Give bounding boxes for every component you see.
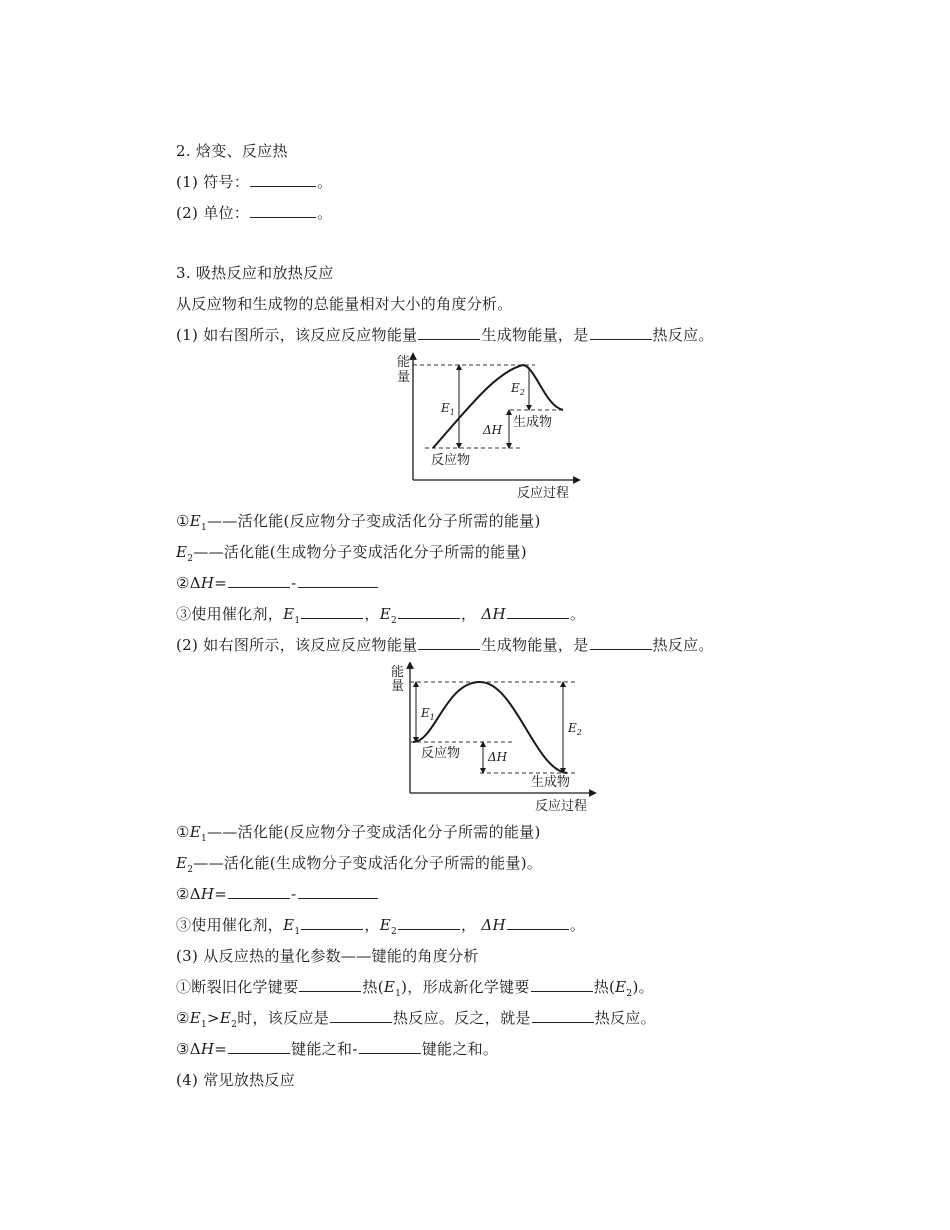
blank bbox=[298, 884, 378, 899]
x-label-process: 反应过程 bbox=[535, 799, 588, 814]
y-label-energy-2: 量 bbox=[397, 370, 411, 385]
e1-def-2: $①E_1——$活化能(反应物分子变成活化分子所需的能量) bbox=[176, 823, 541, 844]
y-label-energy-1: 能 bbox=[397, 355, 411, 370]
blank bbox=[398, 604, 460, 619]
blank bbox=[228, 573, 290, 588]
section-2-title: 2. 焓变、反应热 bbox=[176, 142, 288, 160]
blank bbox=[590, 325, 652, 340]
unit-blank bbox=[250, 203, 316, 218]
e2-def-1: $E_2——$活化能(生成物分子变成活化分子所需的能量) bbox=[176, 543, 527, 564]
question-1: (1) 如右图所示，该反应反应物能量 生成物能量，是 热反应。 bbox=[176, 326, 714, 344]
blank bbox=[418, 325, 480, 340]
blank bbox=[418, 635, 480, 650]
blank bbox=[301, 604, 363, 619]
symbol-blank bbox=[250, 172, 316, 187]
catalyst-line-2: ③使用催化剂，$E_1$ ，$E_2$ ， ΔH 。 bbox=[176, 916, 586, 937]
dh-label: ΔH bbox=[488, 750, 508, 764]
y-label-energy-2: 量 bbox=[391, 679, 405, 694]
blank bbox=[507, 604, 569, 619]
dh-label: ΔH bbox=[483, 423, 503, 437]
e1-def-1: $①E_1——$活化能(反应物分子变成活化分子所需的能量) bbox=[176, 512, 541, 533]
blank bbox=[590, 635, 652, 650]
product-label: 生成物 bbox=[531, 775, 571, 790]
blank bbox=[359, 1039, 421, 1054]
e2-label: $E_2$ bbox=[511, 381, 525, 397]
blank bbox=[531, 977, 593, 992]
blank bbox=[299, 977, 361, 992]
dh-formula-2: ②ΔH= - bbox=[176, 884, 379, 904]
section-3-title: 3. 吸热反应和放热反应 bbox=[176, 264, 334, 282]
symbol-line: (1) 符号： 。 bbox=[176, 173, 333, 191]
energy-diagram-endothermic bbox=[395, 352, 590, 502]
section-3-intro: 从反应物和生成物的总能量相对大小的角度分析。 bbox=[176, 295, 513, 313]
unit-line: (2) 单位： 。 bbox=[176, 204, 333, 222]
compare-line: $②E_1>E_2$时，该反应是 热反应。反之，就是 热反应。 bbox=[176, 1009, 656, 1030]
dh-bond-energy-line: ③ΔH= 键能之和- 键能之和。 bbox=[176, 1040, 499, 1058]
blank bbox=[228, 884, 290, 899]
reactant-label: 反应物 bbox=[431, 453, 471, 468]
y-label-energy-1: 能 bbox=[391, 665, 405, 680]
energy-diagram-exothermic bbox=[385, 662, 600, 817]
blank bbox=[228, 1039, 290, 1054]
e2-label: $E_2$ bbox=[568, 721, 582, 737]
e1-label: $E_1$ bbox=[421, 706, 435, 722]
product-label: 生成物 bbox=[513, 415, 553, 430]
question-4: (4) 常见放热反应 bbox=[176, 1071, 296, 1089]
catalyst-line-1: ③使用催化剂，$E_1$ ，$E_2$ ， ΔH 。 bbox=[176, 605, 586, 626]
dh-formula-1: ②ΔH= - bbox=[176, 573, 379, 593]
blank bbox=[298, 573, 378, 588]
blank bbox=[507, 915, 569, 930]
question-2: (2) 如右图所示，该反应反应物能量 生成物能量，是 热反应。 bbox=[176, 636, 714, 654]
blank bbox=[532, 1008, 594, 1023]
blank bbox=[301, 915, 363, 930]
e1-label: $E_1$ bbox=[441, 401, 455, 417]
question-3: (3) 从反应热的量化参数——键能的角度分析 bbox=[176, 947, 479, 965]
reactant-label: 反应物 bbox=[421, 746, 461, 761]
x-label-process: 反应过程 bbox=[517, 486, 570, 501]
e2-def-2: $E_2——$活化能(生成物分子变成活化分子所需的能量)。 bbox=[176, 854, 543, 875]
bond-break-line: ①断裂旧化学键要 热$(E_1)$，形成新化学键要 热$(E_2)$。 bbox=[176, 978, 654, 999]
blank bbox=[330, 1008, 392, 1023]
blank bbox=[398, 915, 460, 930]
